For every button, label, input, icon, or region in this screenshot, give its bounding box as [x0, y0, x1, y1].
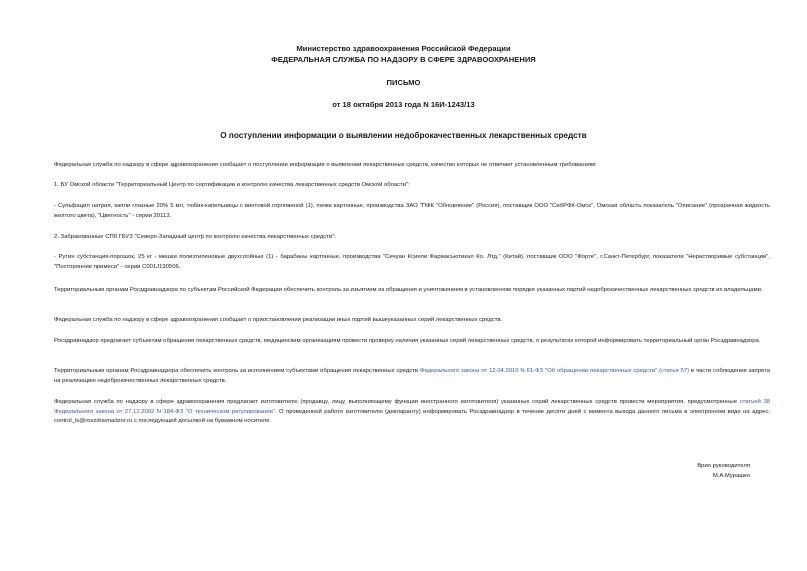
- signature-title: Врио руководителя: [697, 463, 750, 469]
- text: . О проведенной работе изготовителю (декларанту) информировать Росздравнадзор в течение десяти дней с момента выхода данного письма в электронном виде на адрес: control_ls@roszdravnadzor.ru с последующей досылкой на бумажном носителе.: [54, 408, 771, 425]
- paragraph-item-2-detail: - Рутин субстанция-порошок, 25 кг - мешки полиэтиленовые двухслойные (1) - барабаны картонные, производства "Сичуан Ксиели Фармасьютикал Ко. Лтд." (Китай), поставщик ООО "Форте", г.Санкт-Петербург, показатели "Нерастворимые субстанции", "Посторонние примеси" - серии С001J130506.: [54, 254, 770, 270]
- document-subject: О поступлении информации о выявлении недоброкачественных лекарственных средств: [220, 131, 587, 140]
- paragraph-intro: Федеральная служба по надзору в сфере здравоохранения сообщает о поступлении информации о выявлении лекарственных средств, качество которых не отвечает установленным требованиям:: [54, 162, 597, 168]
- document-date-number: от 18 октября 2013 года N 16И-1243/13: [332, 100, 475, 109]
- paragraph-suspension: Федеральная служба по надзору в сфере здравоохранения сообщает о приостановлении реализации иных партий вышеуказанных серий лекарственных средств.: [54, 317, 503, 323]
- paragraph-control: Территориальным органам Росздравнадзора по субъектам Российской Федерации обеспечить контроль за изъятием из обращения и уничтожением в установленном порядке указанных партий недоброкачественных лекарственных средств их владельцами.: [54, 287, 763, 293]
- paragraph-item-1: 1. БУ Омской области "Территориальный Центр по сертификации и контролю качества лекарственных средств Омской области":: [54, 182, 410, 188]
- law-61-fz-link[interactable]: Федерального закона от 12.04.2010 N 61-ФЗ "Об обращении лекарственных средств": [419, 368, 658, 374]
- service-name: ФЕДЕРАЛЬНАЯ СЛУЖБА ПО НАДЗОРУ В СФЕРЕ ЗДРАВООХРАНЕНИЯ: [271, 55, 536, 64]
- document-type: ПИСЬМО: [386, 78, 421, 87]
- paragraph-check: Росздравнадзор предлагает субъектам обращения лекарственных средств, медицинским организациям провести проверку наличия указанных серий лекарственных средств, о результатах которой информировать территориальный орган Росздравнадзора.: [54, 338, 761, 344]
- paragraph-item-2: 2. Забракованные СПб ГБУЗ "Северо-Западный центр по контролю качества лекарственных средств":: [54, 234, 336, 240]
- paragraph-enforcement: [54, 367, 770, 386]
- paragraph-manufacturer: [54, 398, 770, 427]
- article-57-link[interactable]: (статья 57): [659, 368, 690, 374]
- text: в части соблюдения запрета на реализацию недоброкачественных лекарственных средств.: [54, 368, 770, 384]
- ministry-name: Министерство здравоохранения Российской Федерации: [296, 44, 511, 53]
- law-184-fz-link[interactable]: статьей 38 Федерального закона от 27.12.2002 N 184-ФЗ "О техническом регулировании": [54, 399, 770, 415]
- text: Территориальным органам Росздравнадзора обеспечить контроль за исполнением субъектами обращения лекарственных средств: [54, 368, 420, 374]
- paragraph-item-1-detail: - Сульфацил натрия, капли глазные 20% 5 мл, тюбик-капельницы с винтовой горловиной (1), пачки картонные, производства ЗАО "ПФК "Обновление" (Россия), поставщик ООО "СибРФК-Омск", Омская область показатель "Описание" (прозрачная жидкость желтого цвета), "Цветность" - серии 20113.: [54, 203, 770, 219]
- text: Федеральная служба по надзору в сфере здравоохранения предлагает изготовителю (продавцу, лицу, выполняющему функции иностранного изготовителя) указанных серий лекарственных средств провести мероприятия, предусмотренные: [54, 399, 740, 405]
- signature-name: М.А.Мурашко: [712, 473, 750, 479]
